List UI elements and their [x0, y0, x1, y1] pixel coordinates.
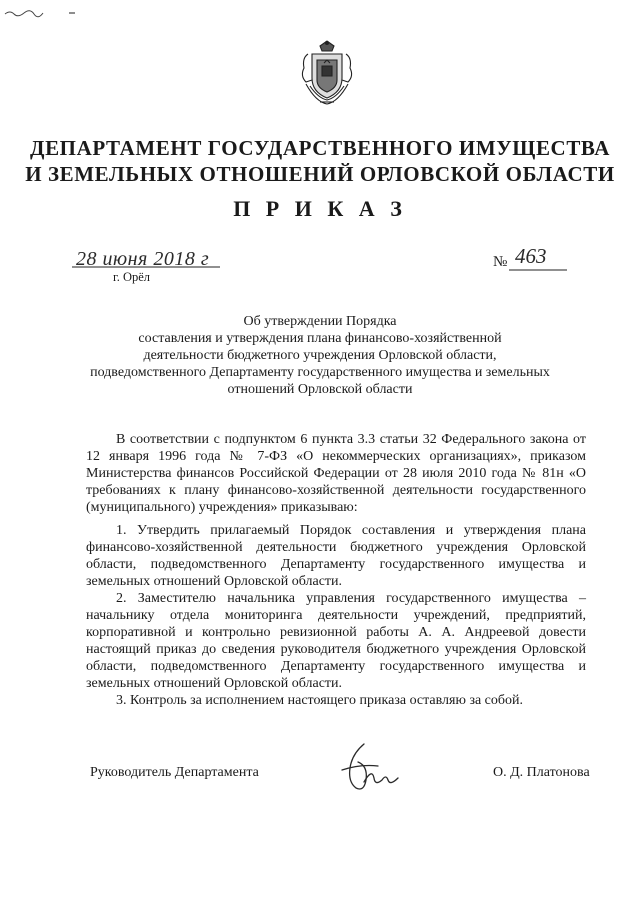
number-underline [509, 250, 567, 272]
department-title-line2: И ЗЕМЕЛЬНЫХ ОТНОШЕНИЙ ОРЛОВСКОЙ ОБЛАСТИ [25, 162, 615, 186]
corner-mark [68, 10, 76, 16]
subject-line: составления и утверждения плана финансово-хозяйственной [138, 331, 502, 346]
document-title: П Р И К А З [233, 196, 407, 221]
order-item-2: 2. Заместителю начальника управления государственного имущества – начальнику отдела мониторинга деятельности учреждений, предприятий, корпоративной и контрольно ревизионной работы А. А. Андреевой довести настоящий приказ до сведения руководителя бюджетного учреждения Орловской области, подведомственного Департаменту государственного имущества и земельных отношений Орловской области. [86, 591, 586, 691]
handwritten-signature [338, 740, 400, 798]
handwritten-date: 28 июня 2018 г [76, 248, 210, 270]
handwritten-number: 463 [515, 244, 547, 268]
city-label: г. Орёл [113, 270, 151, 284]
subject-line: деятельности бюджетного учреждения Орловской области, [143, 348, 497, 363]
subject-line: Об утверждении Порядка [243, 314, 397, 329]
preamble-text: В соответствии с подпунктом 6 пункта 3.3 статьи 32 Федерального закона от 12 января 1996 года № 7-ФЗ «О некоммерческих организациях», приказом Министерства финансов Российской Федерации от 28 июля 2010 года № 81н «О требованиях к плану финансово-хозяйственной деятельности государственного (муниципального) учреждения» приказываю: [86, 432, 586, 515]
subject-line: подведомственного Департаменту государственного имущества и земельных [90, 365, 550, 380]
order-subject [90, 313, 550, 398]
order-items [86, 522, 586, 709]
date-underline [72, 246, 222, 272]
corner-scribble [4, 8, 44, 18]
signer-name: О. Д. Платонова [493, 765, 590, 780]
preamble [86, 431, 586, 516]
subject-line: отношений Орловской области [227, 382, 413, 397]
coat-of-arms-emblem [298, 40, 356, 108]
order-item-3: 3. Контроль за исполнением настоящего приказа оставляю за собой. [116, 693, 524, 708]
order-item-1: 1. Утвердить прилагаемый Порядок составления и утверждения плана финансово-хозяйственной деятельности бюджетного учреждения Орловской области, подведомственного Департаменту государственного имущества и земельных отношений Орловской области. [86, 523, 586, 589]
signer-role: Руководитель Департамента [90, 765, 259, 780]
department-title-line1: ДЕПАРТАМЕНТ ГОСУДАРСТВЕННОГО ИМУЩЕСТВА [30, 136, 610, 160]
number-label: № [493, 254, 508, 270]
